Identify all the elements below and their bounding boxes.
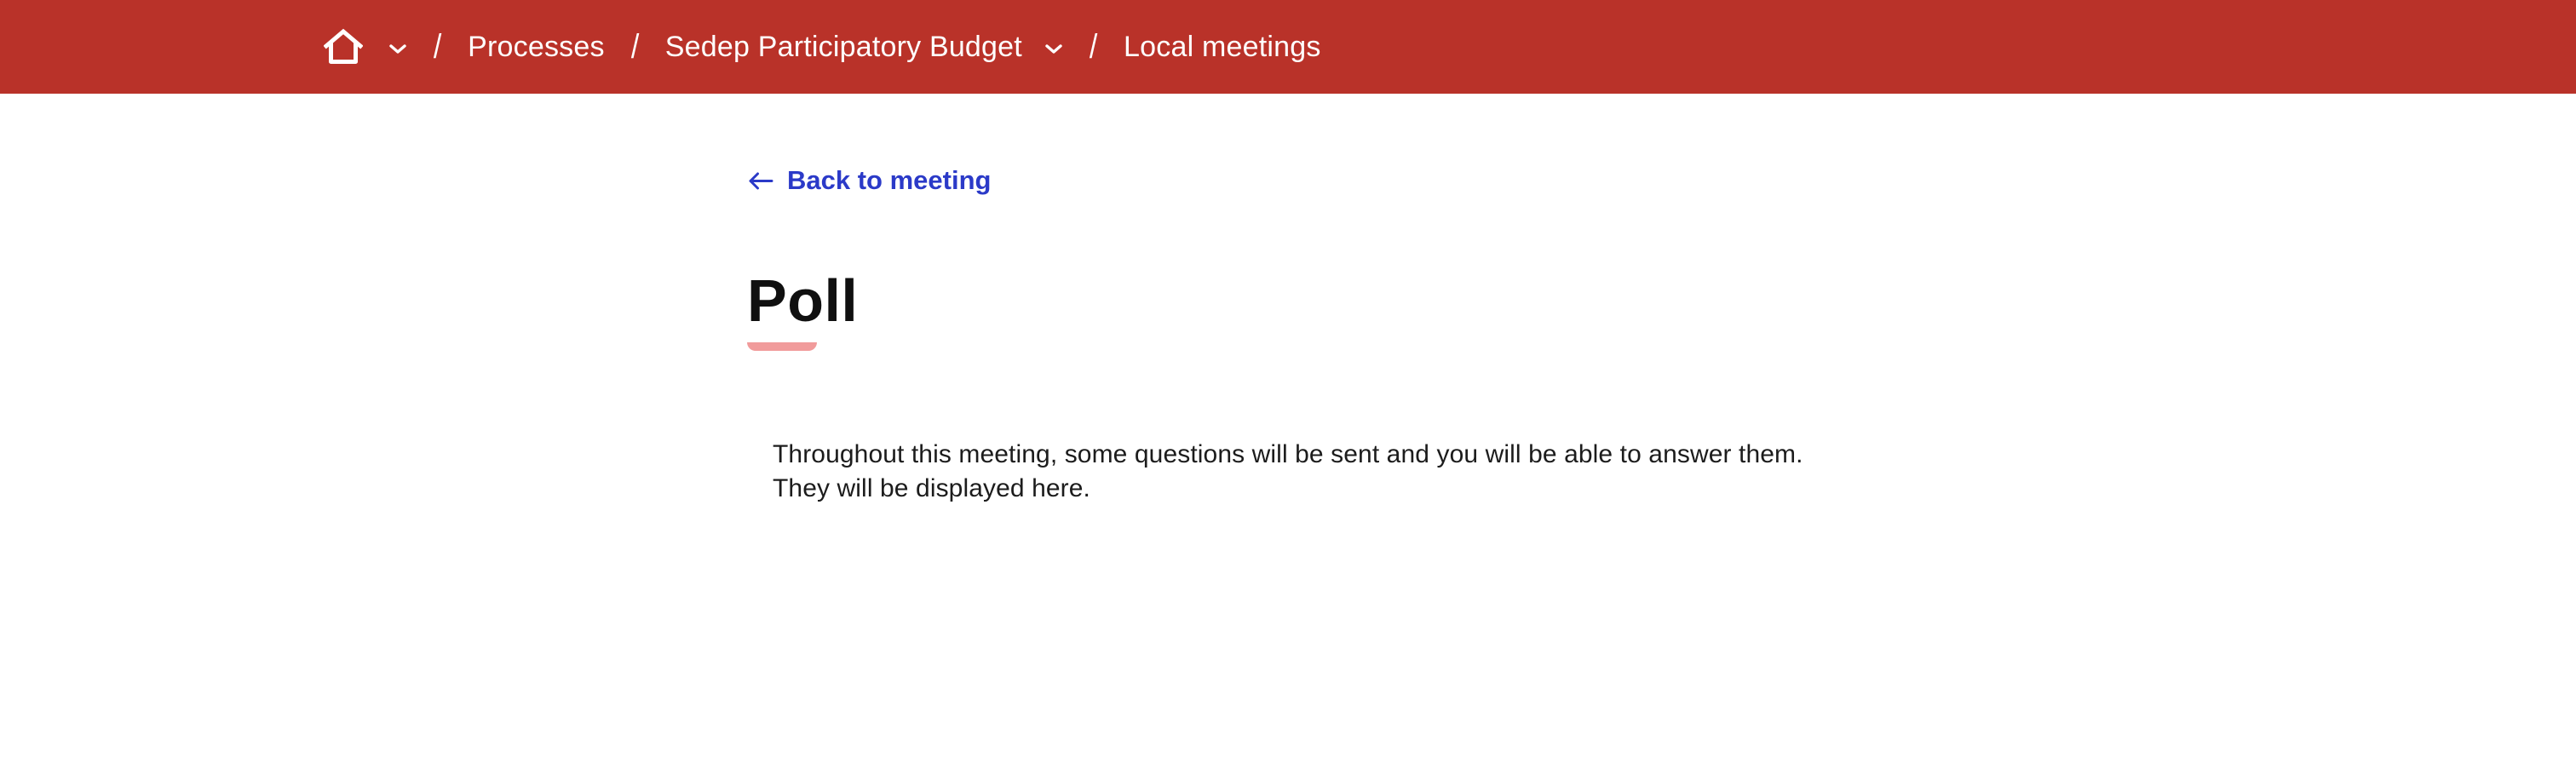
home-link[interactable] [324,28,363,66]
breadcrumb-item-process-title[interactable]: Sedep Participatory Budget [664,30,1022,63]
main-content [747,94,1829,506]
breadcrumb [324,28,2252,66]
back-link-label: Back to meeting [787,165,992,195]
process-dropdown-toggle[interactable] [1044,40,1063,54]
poll-description [747,438,1829,506]
back-to-meeting-link[interactable] [747,165,991,196]
page-title: Poll [747,267,859,334]
poll-description-line: Throughout this meeting, some questions will be sent and you will be able to answer them. [773,440,1803,468]
breadcrumb-item-processes[interactable]: Processes [468,30,605,63]
breadcrumb-item-local-meetings[interactable]: Local meetings [1124,30,1321,63]
chevron-down-icon [388,43,407,54]
breadcrumb-separator: / [433,28,442,66]
home-dropdown-toggle[interactable] [388,40,407,54]
breadcrumb-separator: / [1089,28,1098,66]
back-arrow-icon [747,171,773,191]
breadcrumb-separator: / [630,28,639,66]
home-icon [324,28,363,66]
poll-description-line: They will be displayed here. [773,474,1090,502]
top-navigation-bar [0,0,2576,94]
title-underline [747,342,817,351]
chevron-down-icon [1044,43,1063,54]
